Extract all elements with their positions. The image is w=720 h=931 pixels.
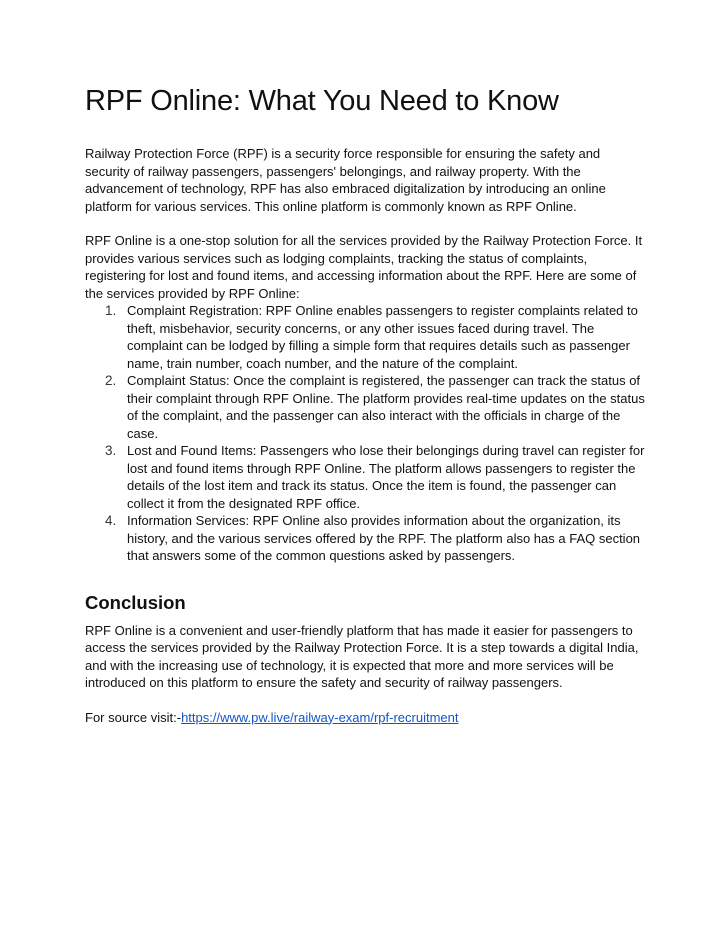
list-item-text: Lost and Found Items: Passengers who lose their belongings during travel can register for lost and found items through RPF Online. The platform allows passengers to register the details of the lost item and track its status. Once the item is found, the passenger can collect it from the designated RPF office. <box>127 443 645 511</box>
document-title: RPF Online: What You Need to Know <box>85 85 559 117</box>
list-number: 2 . <box>105 372 127 390</box>
source-link[interactable]: https://www.pw.live/railway-exam/rpf-recruitment <box>181 709 459 725</box>
intro-paragraph: Railway Protection Force (RPF) is a security force responsible for ensuring the safety and security of railway passengers, passengers' belongings, and railway property. With the advancement of technology, RPF has also embraced digitalization by introducing an online platform for various services. This online platform is commonly known as RPF Online. <box>85 146 606 214</box>
list-item-text: Information Services: RPF Online also provides information about the organization, its history, and the various services offered by the RPF. The platform also has a FAQ section that answers some of the common questions asked by passengers. <box>127 513 641 563</box>
conclusion-paragraph: RPF Online is a convenient and user-friendly platform that has made it easier for passengers to access the services provided by the Railway Protection Force. It is a step towards a digital India, and with the increasing use of technology, it is expected that more and more services will be introduced on this platform to ensure the safety and security of railway passengers. <box>85 622 639 690</box>
list-number: 1 . <box>105 302 127 320</box>
source-label: For source visit:- <box>85 709 182 725</box>
list-item <box>85 372 645 442</box>
list-number: 3 . <box>105 442 127 460</box>
services-list <box>85 302 645 565</box>
list-item-text: Complaint Status: Once the complaint is registered, the passenger can track the status of their complaint through RPF Online. The platform provides real-time updates on the status of the complaint, and the passenger can also interact with the officials in charge of the case. <box>127 373 645 441</box>
list-item <box>85 442 645 512</box>
list-number: 4 . <box>105 512 127 530</box>
list-item-text: Complaint Registration: RPF Online enables passengers to register complaints related to theft, misbehavior, security concerns, or any other issues faced during travel. The complaint can be lodged by filling a simple form that requires details such as passenger name, train number, coach number, and the nature of the complaint. <box>127 303 638 371</box>
document-body <box>85 80 645 726</box>
conclusion-heading: Conclusion <box>85 591 186 613</box>
list-item <box>85 302 645 372</box>
services-intro-paragraph: RPF Online is a one-stop solution for all the services provided by the Railway Protection Force. It provides various services such as lodging complaints, tracking the status of complaints, registering for lost and found items, and accessing information about the RPF. Here are some of the services provided by RPF Online: <box>85 233 643 301</box>
list-item <box>85 512 645 565</box>
source-line <box>85 709 645 727</box>
